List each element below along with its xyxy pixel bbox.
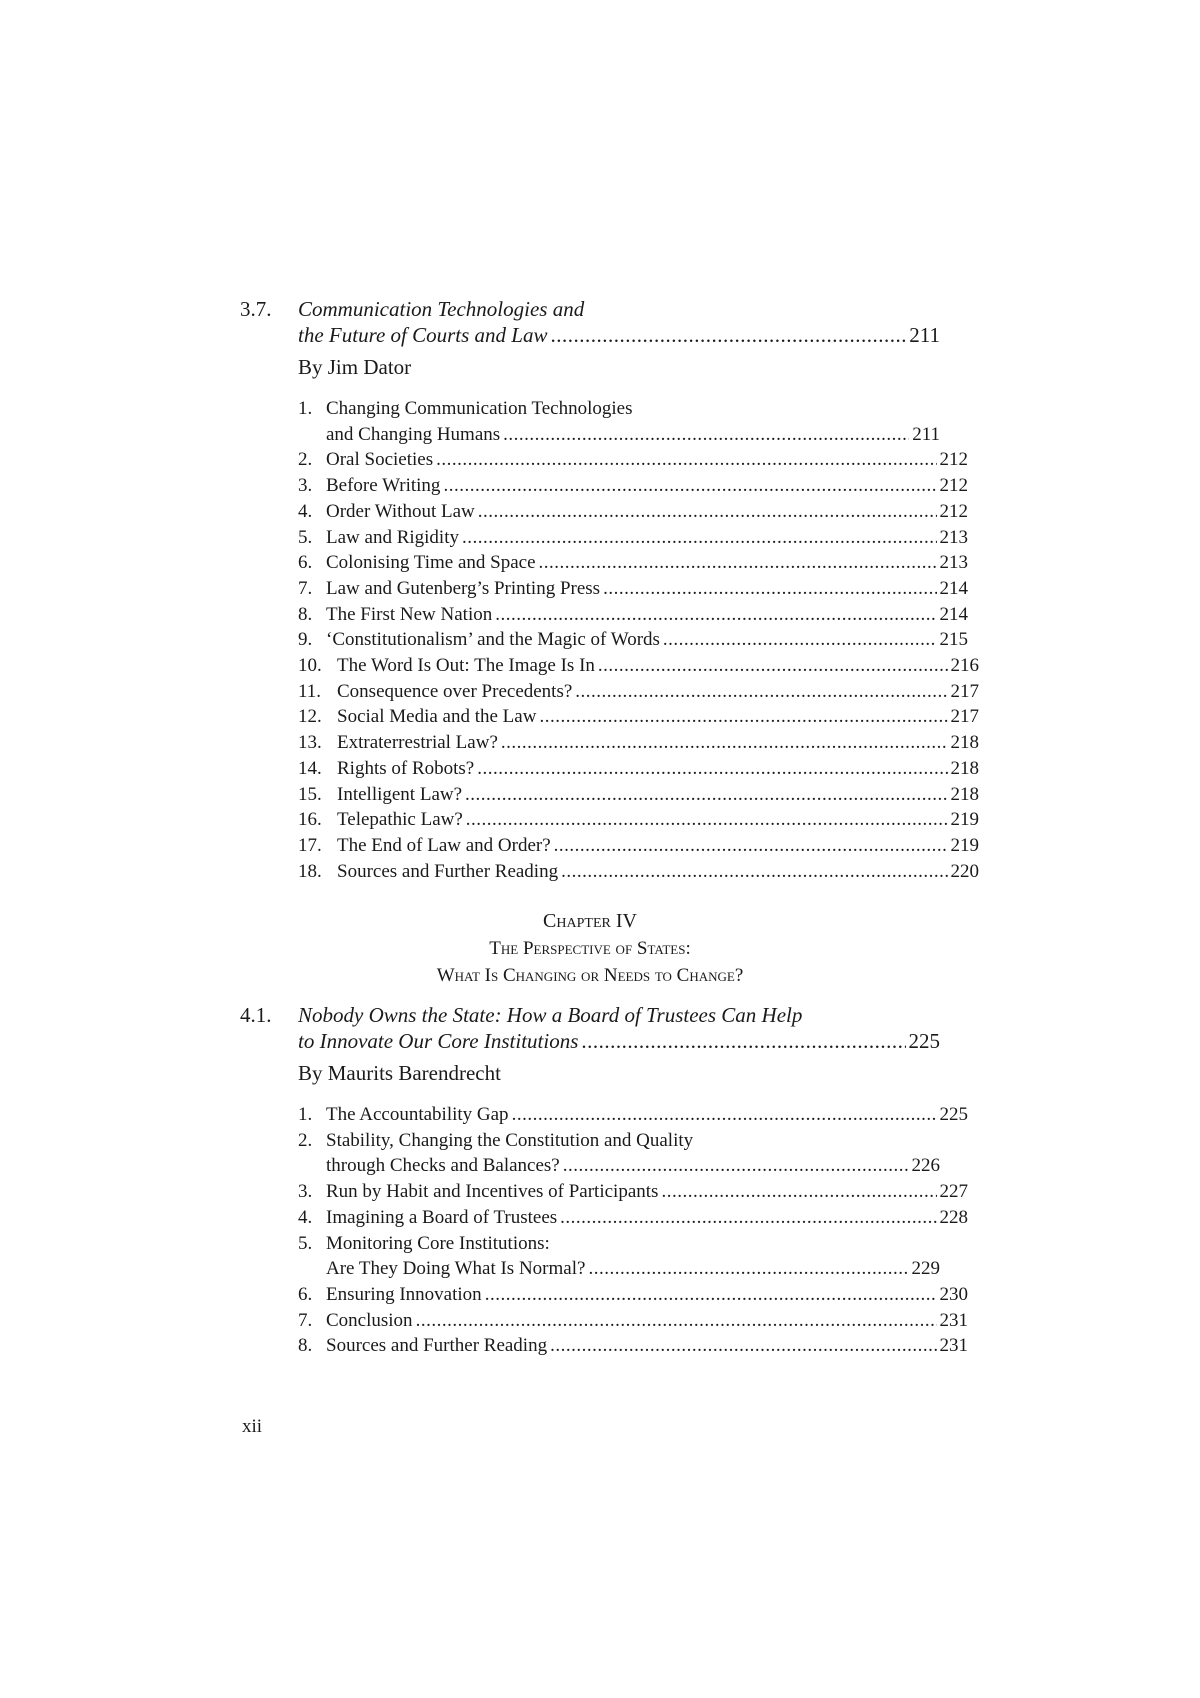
item-number: 7.: [298, 1309, 313, 1331]
item-page-number: 214: [939, 577, 968, 599]
leader-dots: [485, 1282, 937, 1308]
item-page-number: 218: [950, 783, 979, 805]
toc-section-4-1: [240, 1002, 968, 1359]
item-page-number: 228: [939, 1206, 968, 1228]
toc-item: [298, 756, 979, 782]
item-number: 8.: [298, 1335, 313, 1357]
leader-dots: [550, 1333, 936, 1359]
leader-dots: [465, 782, 947, 808]
item-number: 13.: [298, 732, 322, 754]
item-label: Consequence over Precedents?: [337, 680, 573, 702]
toc-item: [298, 782, 979, 808]
toc-item: [298, 627, 968, 653]
item-label: Extraterrestrial Law?: [337, 732, 498, 754]
section-number: 4.1.: [240, 1003, 272, 1027]
item-label-line-2: Are They Doing What Is Normal?: [326, 1258, 586, 1280]
leader-dots: [512, 1102, 937, 1128]
item-label: Run by Habit and Incentives of Participants: [326, 1181, 659, 1203]
page-folio: xii: [242, 1416, 263, 1437]
leader-dots: [503, 422, 909, 448]
item-number: 14.: [298, 757, 322, 779]
item-page-number: 217: [950, 706, 979, 728]
item-number: 16.: [298, 809, 322, 831]
section-title-line-1: Communication Technologies and: [298, 297, 585, 321]
leader-dots: [436, 447, 936, 473]
leader-dots: [478, 499, 937, 525]
item-label: Telepathic Law?: [337, 809, 463, 831]
item-label: Social Media and the Law: [337, 706, 537, 728]
section-author: By Jim Dator: [298, 355, 412, 379]
item-number: 5.: [298, 1232, 313, 1254]
toc-item: [298, 499, 968, 525]
item-label: Conclusion: [326, 1309, 413, 1331]
chapter-heading: [240, 908, 940, 989]
section-page-number: 225: [908, 1029, 940, 1053]
item-page-number: 212: [939, 500, 968, 522]
toc-item: [298, 576, 968, 602]
item-label: The First New Nation: [326, 603, 493, 625]
item-page-number: 214: [939, 603, 968, 625]
item-number: 3.: [298, 1181, 313, 1203]
toc-item: [298, 653, 979, 679]
leader-dots: [663, 627, 937, 653]
leader-dots: [661, 1179, 936, 1205]
section-title-line-2: the Future of Courts and Law: [298, 323, 548, 347]
leader-dots: [462, 525, 937, 551]
toc-item: [298, 473, 968, 499]
item-number: 3.: [298, 475, 313, 497]
item-label: Sources and Further Reading: [326, 1335, 548, 1357]
item-label: Colonising Time and Space: [326, 552, 536, 574]
leader-dots: [581, 1028, 905, 1054]
item-number: 12.: [298, 706, 322, 728]
leader-dots: [551, 322, 907, 348]
toc-item: [298, 704, 979, 730]
leader-dots: [443, 473, 936, 499]
item-label: The End of Law and Order?: [337, 834, 551, 856]
leader-dots: [563, 1153, 909, 1179]
item-number: 4.: [298, 1206, 313, 1228]
item-number: 6.: [298, 552, 313, 574]
item-page-number: 216: [950, 655, 979, 677]
item-page-number: 231: [939, 1335, 968, 1357]
section-number: 3.7.: [240, 297, 272, 321]
toc-item: [298, 1102, 968, 1128]
toc-item: [298, 396, 940, 447]
item-label: Intelligent Law?: [337, 783, 463, 805]
leader-dots: [539, 704, 947, 730]
item-number: 2.: [298, 1129, 313, 1151]
item-page-number: 211: [912, 423, 940, 445]
chapter-number: Chapter IV: [543, 910, 637, 932]
chapter-subtitle-line-1: The Perspective of States:: [489, 938, 691, 959]
toc-item: [298, 1308, 968, 1334]
item-label-line-2: through Checks and Balances?: [326, 1155, 560, 1177]
item-label: Oral Societies: [326, 449, 434, 471]
toc-item: [298, 602, 968, 628]
leader-dots: [561, 859, 947, 885]
toc-item: [298, 833, 979, 859]
item-number: 18.: [298, 860, 322, 882]
toc-item: [298, 1179, 968, 1205]
item-page-number: 217: [950, 680, 979, 702]
leader-dots: [477, 756, 947, 782]
section-title-line-1: Nobody Owns the State: How a Board of Trustees Can Help: [298, 1003, 803, 1027]
item-page-number: 213: [939, 552, 968, 574]
item-page-number: 230: [939, 1283, 968, 1305]
item-label: Sources and Further Reading: [337, 860, 559, 882]
item-page-number: 231: [939, 1309, 968, 1331]
item-number: 17.: [298, 834, 322, 856]
toc-section-3-7: [240, 296, 979, 884]
toc-item: [298, 525, 968, 551]
section-title-row: [298, 322, 940, 348]
leader-dots: [560, 1205, 936, 1231]
section-title-row: [298, 1028, 940, 1054]
item-page-number: 219: [950, 809, 979, 831]
toc-item: [298, 730, 979, 756]
item-label: ‘Constitutionalism’ and the Magic of Words: [326, 629, 660, 651]
leader-dots: [554, 833, 948, 859]
item-label: Rights of Robots?: [337, 757, 475, 779]
leader-dots: [466, 807, 948, 833]
item-page-number: 219: [950, 834, 979, 856]
item-page-number: 226: [911, 1155, 940, 1177]
item-label-line-1: Changing Communication Technologies: [326, 398, 633, 419]
item-page-number: 215: [939, 629, 968, 651]
item-label: Before Writing: [326, 475, 441, 497]
item-number: 4.: [298, 500, 313, 522]
item-page-number: 225: [939, 1104, 968, 1125]
item-label: Order Without Law: [326, 500, 475, 522]
item-number: 1.: [298, 1104, 313, 1125]
leader-dots: [575, 679, 947, 705]
item-label: Law and Rigidity: [326, 526, 459, 548]
item-label: The Accountability Gap: [326, 1104, 509, 1125]
section-author: By Maurits Barendrecht: [298, 1061, 501, 1085]
item-page-number: 229: [911, 1258, 940, 1280]
toc-item-list: [298, 1102, 968, 1359]
leader-dots: [603, 576, 936, 602]
leader-dots: [539, 550, 937, 576]
toc-item: [298, 859, 979, 885]
item-number: 15.: [298, 783, 322, 805]
item-label-line-1: Stability, Changing the Constitution and Quality: [326, 1129, 694, 1151]
toc-item: [298, 679, 979, 705]
toc-item: [298, 807, 979, 833]
toc-item-list: [298, 396, 979, 884]
item-number: 6.: [298, 1283, 313, 1305]
section-page-number: 211: [909, 323, 940, 347]
item-page-number: 213: [939, 526, 968, 548]
toc-item: [298, 550, 968, 576]
toc-item: [298, 1282, 968, 1308]
leader-dots: [588, 1256, 908, 1282]
toc-item: [298, 447, 968, 473]
item-label: Law and Gutenberg’s Printing Press: [326, 577, 601, 599]
item-label: Ensuring Innovation: [326, 1283, 482, 1305]
leader-dots: [501, 730, 948, 756]
item-number: 10.: [298, 655, 322, 677]
leader-dots: [495, 602, 936, 628]
item-page-number: 220: [950, 860, 979, 882]
chapter-subtitle-line-2: What Is Changing or Needs to Change?: [436, 965, 744, 986]
item-page-number: 212: [939, 475, 968, 497]
item-number: 11.: [298, 680, 322, 702]
item-label: The Word Is Out: The Image Is In: [337, 655, 595, 677]
item-number: 5.: [298, 526, 313, 548]
toc-item: [298, 1231, 940, 1282]
item-number: 8.: [298, 603, 313, 625]
item-page-number: 227: [939, 1181, 968, 1203]
item-number: 2.: [298, 449, 313, 471]
item-number: 9.: [298, 629, 313, 651]
item-label-line-1: Monitoring Core Institutions:: [326, 1232, 550, 1254]
leader-dots: [416, 1308, 937, 1334]
toc-item: [298, 1128, 940, 1179]
item-number: 1.: [298, 398, 313, 419]
item-label: Imagining a Board of Trustees: [326, 1206, 558, 1228]
item-page-number: 218: [950, 732, 979, 754]
item-page-number: 212: [939, 449, 968, 471]
toc-item: [298, 1205, 968, 1231]
item-label-line-2: and Changing Humans: [326, 423, 501, 445]
section-title-line-2: to Innovate Our Core Institutions: [298, 1029, 579, 1053]
item-number: 7.: [298, 577, 313, 599]
toc-item: [298, 1333, 968, 1359]
item-page-number: 218: [950, 757, 979, 779]
leader-dots: [598, 653, 948, 679]
